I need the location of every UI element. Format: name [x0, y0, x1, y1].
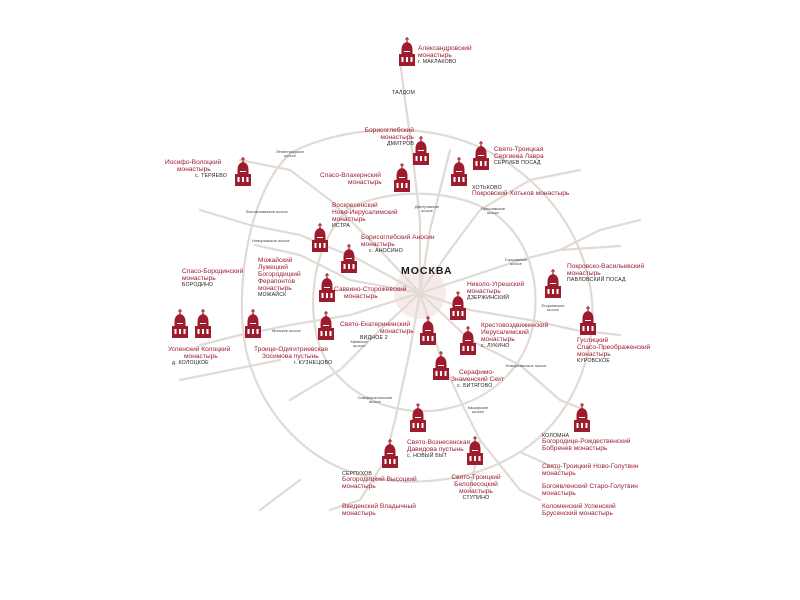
monastery-label: ХОТЬКОВО Покровский Хотьков монастырь — [472, 185, 570, 198]
road-label: Киевское шоссе — [350, 339, 368, 349]
monastery-label: Крестовоздвиженский Иерусалимский монастырь с. ЛУКИНО — [481, 322, 549, 349]
church-icon — [382, 439, 398, 468]
church-icon — [413, 136, 429, 165]
monastery-label: Троице-Одигитриевская Зосимова пустынь г. КУЗНЕЦОВО — [254, 346, 333, 366]
city-label-moscow: МОСКВА — [401, 265, 453, 277]
church-icon — [410, 403, 426, 432]
church-icon — [312, 223, 328, 252]
church-icon — [394, 163, 410, 192]
monastery-label: Свято-Екатерининский монастырь ВИДНОЕ 2 — [340, 321, 414, 341]
church-icon — [195, 309, 211, 338]
church-icon — [318, 311, 334, 340]
monastery-label: Спасо-Влахернский монастырь — [320, 172, 382, 186]
monastery-label: Спасо-Бородинский монастырь БОРОДИНО — [182, 268, 244, 288]
church-icon — [420, 316, 436, 345]
monastery-label: Иосифо-Волоцкий монастырь с. ТЕРЯЕВО — [165, 159, 227, 179]
monastery-label: Гуслицкий Спасо-Преображенский монастырь КУРОВСКОЕ — [577, 337, 651, 364]
monastery-label: Можайский Лужецкий Богородицкий Ферапонтов монастырь МОЖАЙСК — [258, 257, 301, 298]
monastery-label: Успенский Колоцкий монастырь д. КОЛОЦКОЕ — [168, 346, 231, 366]
monastery-label: Воскресенский Ново-Иерусалимский монастырь ИСТРА — [332, 202, 398, 229]
road-label: Новорижское шоссе — [252, 238, 290, 243]
monastery-label: Николо-Угрешский монастырь ДЗЕРЖИНСКИЙ — [467, 281, 525, 301]
monastery-label: Свято-Троицкая Сергиева Лавра СЕРГИЕВ ПОСАД — [494, 146, 544, 166]
monastery-label: Саввино-Сторожевский монастырь — [334, 286, 407, 300]
church-icon — [580, 306, 596, 335]
monastery-label: Борисоглебский монастырь ДМИТРОВ — [364, 127, 414, 147]
road-label: Ленинградское шоссе — [276, 149, 304, 159]
road-label: Новорязанское шоссе — [505, 363, 547, 368]
road-label: Егорьевское шоссе — [541, 303, 565, 313]
church-icon — [399, 37, 415, 66]
church-icon — [319, 273, 335, 302]
road-label: Дмитровское шоссе — [414, 204, 440, 214]
monastery-label: Введенский Владычный монастырь — [342, 503, 416, 517]
monastery-label: Александровский монастырь г. МАКЛАКОВО — [418, 45, 472, 65]
road-label: Каширское шоссе — [467, 405, 489, 415]
church-icon — [460, 326, 476, 355]
monastery-label: Богоявленский Старо-Голутвин монастырь — [542, 483, 638, 497]
monastery-label: СЕРПУХОВ Богородицкий Высоцкий монастырь — [342, 471, 417, 491]
road-label: Ярославское шоссе — [480, 206, 506, 216]
church-icon — [245, 309, 261, 338]
monastery-label: Коломенский Успенский Брусенский монастырь — [542, 503, 616, 517]
church-icon — [451, 157, 467, 186]
road-label: Горьковское шоссе — [504, 257, 528, 267]
road-label: Минское шоссе — [272, 328, 301, 333]
monastery-label: Покровско-Васильевский монастырь ПАВЛОВСКИЙ ПОСАД — [567, 263, 645, 283]
monastery-label: Свято-Троицкий Белопесоцкий монастырь СТУПИНО — [451, 474, 501, 501]
church-icon — [433, 351, 449, 380]
church-icon — [450, 291, 466, 320]
monastery-label: Серафимо- Знаменский Скит с. БИТЯГОВО — [451, 369, 504, 389]
monastery-label: Свято-Вознесенская Давидова пустынь с. НОВЫЙ БЫТ — [407, 439, 471, 459]
church-icon — [545, 269, 561, 298]
road-label: Симферопольское шоссе — [357, 395, 393, 405]
monastery-label: Борисоглебский Аносин монастырь с. АНОСИНО — [361, 234, 435, 254]
church-icon — [172, 309, 188, 338]
road-label: ТАЛДОМ — [392, 90, 416, 96]
monastery-label: КОЛОМНА Богородице-Рождественский Бобренев монастырь — [542, 433, 631, 453]
monastery-label: Свято-Троицкий Ново-Голутвин монастырь — [542, 463, 639, 477]
road-label: Волоколамское шоссе — [246, 209, 288, 214]
